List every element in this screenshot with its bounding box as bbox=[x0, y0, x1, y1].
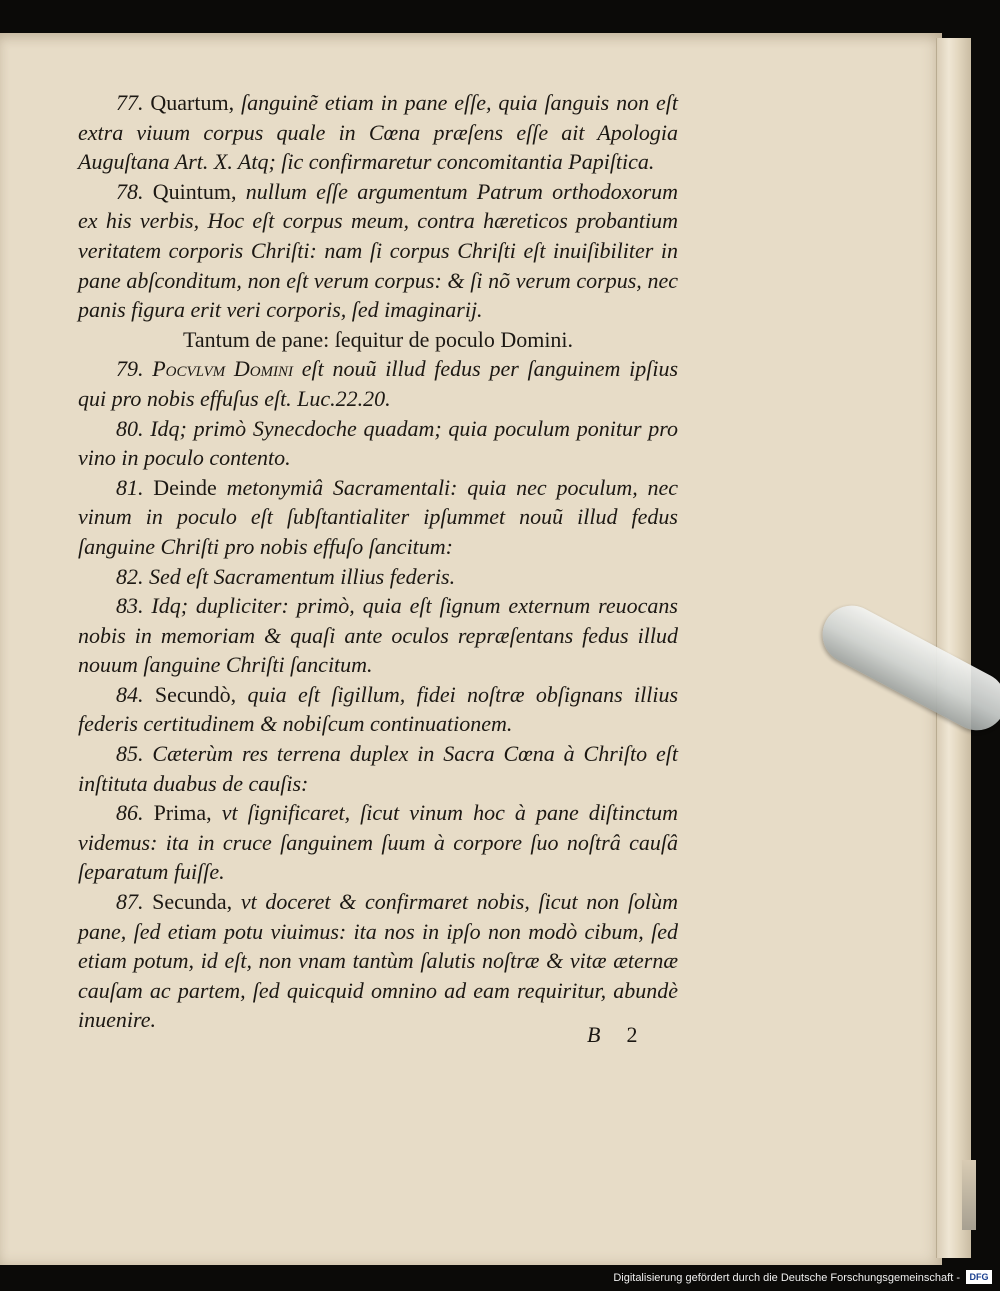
paragraph-number: 85. bbox=[116, 741, 144, 767]
paragraph-87 bbox=[78, 887, 678, 1035]
signature-mark bbox=[587, 1022, 637, 1048]
signature-number: 2 bbox=[626, 1022, 638, 1047]
paragraph-84 bbox=[78, 680, 678, 739]
paragraph-number: 83. bbox=[116, 593, 144, 619]
page-text bbox=[78, 88, 678, 1035]
paragraph-number: 79. bbox=[116, 356, 144, 382]
signature-letter: B bbox=[587, 1022, 601, 1047]
paragraph-number: 80. bbox=[116, 415, 144, 441]
paragraph-number: 77. bbox=[116, 90, 144, 115]
paragraph-78 bbox=[78, 177, 678, 325]
paragraph-head: Quintum, bbox=[152, 178, 237, 204]
paragraph-head: Prima, bbox=[153, 800, 212, 826]
paragraph-number: 87. bbox=[116, 889, 144, 915]
paragraph-77 bbox=[78, 88, 678, 177]
paragraph-79 bbox=[78, 354, 678, 413]
paragraph-head: Deinde bbox=[153, 474, 217, 500]
paragraph-head: Quartum, bbox=[150, 90, 235, 115]
paragraph-body: ſanguinẽ etiam in pane eſſe, quia ſanguis non eſt extra viuum corpus quale in Cœna præſens eſſe ait Apologia Auguſtana Art. X. Atq; ſic confirmaretur concomitantia Papiſtica. bbox=[78, 90, 678, 175]
paragraph-body: primò, quia eſt ſignum externum reuocans nobis in memoriam & quaſi ante oculos repræſentans fedus illud nouum ſanguine Chriſti ſancitum. bbox=[78, 593, 678, 678]
paragraph-body: vt doceret & confirmaret nobis, ſicut non ſolùm pane, ſed etiam potu viuimus: ita nos in ipſo non modò cibum, ſed etiam potum, id eſt, non vnam tantùm ſalutis noſtræ & vitæ æternæ cauſam ac partem, ſed quicquid omnino ad eam requiritur, abundè inuenire. bbox=[78, 889, 679, 1033]
paragraph-head: Idq; bbox=[150, 415, 187, 441]
section-transition bbox=[78, 325, 678, 355]
paragraph-number: 82. bbox=[116, 563, 144, 589]
transition-text: Tantum de pane: ſequitur de poculo Domini. bbox=[182, 326, 574, 352]
paragraph-head: Secundò, bbox=[154, 681, 237, 707]
paragraph-body: metonymiâ Sacramentali: quia nec poculum, nec vinum in poculo eſt ſubſtantialiter ipſummet nouũ illud fedus ſanguine Chriſti pro nobis effuſo ſancitum: bbox=[78, 474, 678, 559]
page-corner bbox=[962, 1160, 976, 1230]
paragraph-body: Cæterùm res terrena duplex in Sacra Cœna à Chriſto eſt inſtituta duabus de cauſis: bbox=[78, 741, 679, 796]
paragraph-number: 78. bbox=[116, 178, 144, 204]
page-edge bbox=[936, 38, 971, 1258]
paragraph-body: quia eſt ſigillum, fidei noſtræ obſignans illius federis certitudinem & nobiſcum continuationem. bbox=[78, 681, 679, 737]
paragraph-number: 81. bbox=[116, 474, 144, 500]
paragraph-head: Pocvlvm Domini bbox=[152, 356, 294, 382]
paragraph-80 bbox=[78, 414, 678, 473]
paragraph-81 bbox=[78, 473, 678, 562]
paragraph-body: primò Synecdoche quadam; quia poculum ponitur pro vino in poculo contento. bbox=[78, 415, 679, 471]
paragraph-body: eſt nouũ illud fedus per ſanguinem ipſius qui pro nobis effuſus eſt. Luc.22.20. bbox=[78, 356, 679, 411]
paragraph-82 bbox=[78, 562, 678, 592]
paragraph-86 bbox=[78, 798, 678, 887]
paragraph-83 bbox=[78, 591, 678, 680]
paragraph-number: 84. bbox=[116, 681, 144, 707]
paragraph-head: Secunda, bbox=[152, 889, 233, 915]
paragraph-85 bbox=[78, 739, 678, 798]
paragraph-body: nullum eſſe argumentum Patrum orthodoxorum ex his verbis, Hoc eſt corpus meum, contra hæreticos probantium veritatem corporis Chriſti: nam ſi corpus Chriſti eſt inuiſibiliter in pane abſconditum, non eſt verum corpus: & ſi nõ verum corpus, nec panis figura erit veri corporis, ſed imaginarij. bbox=[78, 178, 679, 323]
paragraph-body: vt ſignificaret, ſicut vinum hoc à pane diſtinctum videmus: ita in cruce ſanguinem ſuum à corpore ſuo noſtrâ cauſâ ſeparatum fuiſſe. bbox=[78, 800, 679, 885]
footer-credit: Digitalisierung gefördert durch die Deutsche Forschungsgemeinschaft - bbox=[613, 1272, 960, 1284]
paragraph-head: Idq; dupliciter: bbox=[151, 593, 289, 619]
dfg-logo-icon: DFG bbox=[966, 1270, 992, 1284]
paragraph-body: Sed eſt Sacramentum illius federis. bbox=[149, 563, 456, 589]
paragraph-number: 86. bbox=[116, 800, 144, 826]
